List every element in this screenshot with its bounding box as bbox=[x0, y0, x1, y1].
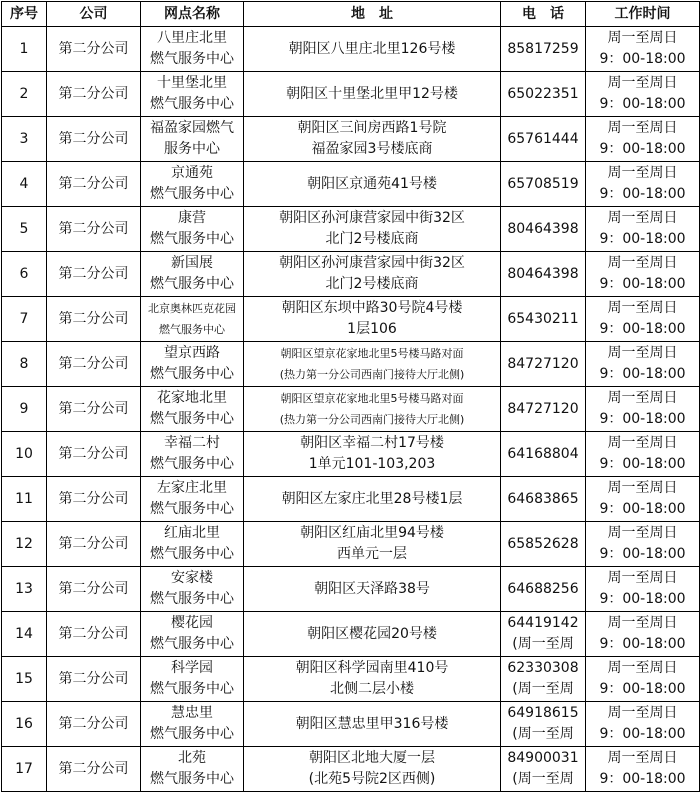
service-center-table bbox=[1, 1, 700, 792]
address-cell-line: 朝阳区北地大厦一层 bbox=[309, 750, 435, 766]
service-center-name-line: 燃气服务中心 bbox=[159, 323, 225, 336]
service-center-name-line: 福盈家园燃气 bbox=[150, 120, 234, 136]
address-cell-line: 西单元一层 bbox=[337, 546, 407, 562]
address-cell-line: (热力第一分公司西南门接待大厅北侧) bbox=[279, 368, 465, 381]
phone-cell bbox=[501, 117, 586, 162]
service-center-name bbox=[141, 567, 244, 612]
address-cell-line: 朝阳区科学园南里410号 bbox=[295, 660, 449, 676]
hours-cell bbox=[586, 567, 700, 612]
company-cell: 第二分公司 bbox=[47, 342, 141, 387]
address-cell bbox=[244, 387, 501, 432]
service-center-name-line: 燃气服务中心 bbox=[150, 276, 234, 292]
address-cell-line: 朝阳区樱花园20号楼 bbox=[307, 625, 437, 642]
phone-cell bbox=[501, 297, 586, 342]
company-cell: 第二分公司 bbox=[47, 432, 141, 477]
address-cell-line: 朝阳区左家庄北里28号楼1层 bbox=[281, 490, 463, 507]
header-hours: 工作时间 bbox=[586, 2, 700, 27]
phone-cell-line: 80464398 bbox=[507, 265, 579, 282]
hours-cell-line: 周一至周日 bbox=[607, 255, 678, 271]
row-number: 10 bbox=[2, 432, 47, 477]
hours-cell-line: 周一至周日 bbox=[607, 570, 678, 586]
address-cell-line: (热力第一分公司西南门接待大厅北侧) bbox=[279, 413, 465, 426]
phone-cell bbox=[501, 657, 586, 702]
phone-cell-line: 64419142 bbox=[507, 615, 579, 631]
row-number: 4 bbox=[2, 162, 47, 207]
table-row bbox=[2, 747, 700, 792]
service-center-name-line: 北京奥林匹克花园 bbox=[148, 302, 236, 315]
hours-cell-line: 9：00-18:00 bbox=[599, 321, 686, 337]
service-center-name-line: 十里堡北里 bbox=[157, 75, 227, 91]
phone-cell-line: (周一至周 bbox=[512, 771, 574, 787]
phone-cell bbox=[501, 567, 586, 612]
hours-cell-line: 9：00-18:00 bbox=[599, 186, 686, 202]
hours-cell-line: 9：00-18:00 bbox=[599, 726, 686, 742]
phone-cell-line: 65761444 bbox=[507, 130, 579, 147]
service-center-name bbox=[141, 72, 244, 117]
phone-cell-line: 64918615 bbox=[507, 705, 579, 721]
service-center-name-line: 樱花园 bbox=[171, 615, 213, 631]
table-row bbox=[2, 702, 700, 747]
service-center-name bbox=[141, 522, 244, 567]
hours-cell-line: 9：00-18:00 bbox=[599, 771, 686, 787]
table-row bbox=[2, 612, 700, 657]
row-number: 3 bbox=[2, 117, 47, 162]
company-cell: 第二分公司 bbox=[47, 702, 141, 747]
hours-cell bbox=[586, 387, 700, 432]
phone-cell-line: 62330308 bbox=[507, 660, 579, 676]
hours-cell-line: 9：00-18:00 bbox=[599, 411, 686, 427]
address-cell bbox=[244, 162, 501, 207]
service-center-name bbox=[141, 432, 244, 477]
address-cell-line: 北门2号楼底商 bbox=[325, 231, 419, 247]
address-cell bbox=[244, 657, 501, 702]
phone-cell bbox=[501, 72, 586, 117]
company-cell: 第二分公司 bbox=[47, 522, 141, 567]
address-cell bbox=[244, 432, 501, 477]
row-number: 5 bbox=[2, 207, 47, 252]
service-center-name-line: 燃气服务中心 bbox=[150, 591, 234, 607]
service-center-name-line: 花家地北里 bbox=[157, 390, 227, 406]
hours-cell-line: 周一至周日 bbox=[607, 75, 678, 91]
hours-cell-line: 周一至周日 bbox=[607, 165, 678, 181]
table-row bbox=[2, 207, 700, 252]
phone-cell bbox=[501, 207, 586, 252]
header-name: 网点名称 bbox=[141, 2, 244, 27]
hours-cell-line: 周一至周日 bbox=[607, 345, 678, 361]
row-number: 9 bbox=[2, 387, 47, 432]
phone-cell-line: 65022351 bbox=[507, 85, 579, 102]
service-center-name-line: 燃气服务中心 bbox=[150, 726, 234, 742]
service-center-name-line: 八里庄北里 bbox=[157, 30, 227, 46]
phone-cell bbox=[501, 252, 586, 297]
service-center-name-line: 左家庄北里 bbox=[157, 480, 227, 496]
service-center-name-line: 京通苑 bbox=[171, 165, 213, 181]
service-center-name bbox=[141, 252, 244, 297]
row-number: 2 bbox=[2, 72, 47, 117]
hours-cell-line: 9：00-18:00 bbox=[599, 456, 686, 472]
service-center-name bbox=[141, 297, 244, 342]
hours-cell bbox=[586, 252, 700, 297]
table-row bbox=[2, 387, 700, 432]
row-number: 17 bbox=[2, 747, 47, 792]
company-cell: 第二分公司 bbox=[47, 297, 141, 342]
company-cell: 第二分公司 bbox=[47, 477, 141, 522]
hours-cell-line: 周一至周日 bbox=[607, 480, 678, 496]
address-cell-line: 1层106 bbox=[347, 321, 397, 337]
service-center-name-line: 慧忠里 bbox=[171, 705, 213, 721]
address-cell-line: 朝阳区三间房西路1号院 bbox=[297, 120, 447, 136]
address-cell bbox=[244, 297, 501, 342]
service-center-name bbox=[141, 657, 244, 702]
hours-cell-line: 周一至周日 bbox=[607, 390, 678, 406]
hours-cell-line: 周一至周日 bbox=[607, 525, 678, 541]
address-cell-line: 朝阳区八里庄北里126号楼 bbox=[288, 40, 456, 57]
phone-cell-line: 64683865 bbox=[507, 490, 579, 507]
service-center-name-line: 科学园 bbox=[171, 660, 213, 676]
table-row bbox=[2, 297, 700, 342]
service-center-name-line: 燃气服务中心 bbox=[150, 411, 234, 427]
company-cell: 第二分公司 bbox=[47, 27, 141, 72]
company-cell: 第二分公司 bbox=[47, 567, 141, 612]
service-center-name-line: 燃气服务中心 bbox=[150, 456, 234, 472]
hours-cell-line: 周一至周日 bbox=[607, 30, 678, 46]
hours-cell-line: 9：00-18:00 bbox=[599, 141, 686, 157]
row-number: 12 bbox=[2, 522, 47, 567]
table-row bbox=[2, 72, 700, 117]
hours-cell-line: 9：00-18:00 bbox=[599, 366, 686, 382]
address-cell-line: 朝阳区望京花家地北里5号楼马路对面 bbox=[280, 347, 464, 360]
service-center-name-line: 燃气服务中心 bbox=[150, 636, 234, 652]
service-center-name bbox=[141, 207, 244, 252]
address-cell-line: (北苑5号院2区西侧) bbox=[308, 771, 436, 787]
hours-cell-line: 周一至周日 bbox=[607, 435, 678, 451]
table-row bbox=[2, 477, 700, 522]
row-number: 8 bbox=[2, 342, 47, 387]
table-row bbox=[2, 27, 700, 72]
service-center-name-line: 燃气服务中心 bbox=[150, 366, 234, 382]
address-cell-line: 1单元101-103,203 bbox=[308, 456, 436, 472]
service-center-name-line: 康营 bbox=[178, 210, 206, 226]
company-cell: 第二分公司 bbox=[47, 117, 141, 162]
table-row bbox=[2, 522, 700, 567]
company-cell: 第二分公司 bbox=[47, 252, 141, 297]
header-phone: 电 话 bbox=[501, 2, 586, 27]
address-cell bbox=[244, 567, 501, 612]
hours-cell-line: 周一至周日 bbox=[607, 615, 678, 631]
address-cell bbox=[244, 747, 501, 792]
table-row bbox=[2, 342, 700, 387]
service-center-name-line: 燃气服务中心 bbox=[150, 681, 234, 697]
row-number: 13 bbox=[2, 567, 47, 612]
table-row bbox=[2, 567, 700, 612]
phone-cell-line: 65852628 bbox=[507, 535, 579, 552]
phone-cell bbox=[501, 162, 586, 207]
phone-cell-line: (周一至周 bbox=[512, 636, 574, 652]
service-center-name bbox=[141, 342, 244, 387]
row-number: 14 bbox=[2, 612, 47, 657]
table-row bbox=[2, 432, 700, 477]
hours-cell-line: 9：00-18:00 bbox=[599, 591, 686, 607]
service-center-name bbox=[141, 702, 244, 747]
phone-cell bbox=[501, 387, 586, 432]
phone-cell-line: 80464398 bbox=[507, 220, 579, 237]
address-cell-line: 朝阳区望京花家地北里5号楼马路对面 bbox=[280, 392, 464, 405]
service-center-name bbox=[141, 747, 244, 792]
phone-cell bbox=[501, 27, 586, 72]
hours-cell bbox=[586, 657, 700, 702]
phone-cell bbox=[501, 342, 586, 387]
phone-cell-line: 65430211 bbox=[507, 310, 579, 327]
service-center-name-line: 望京西路 bbox=[164, 345, 220, 361]
hours-cell-line: 周一至周日 bbox=[607, 660, 678, 676]
address-cell-line: 朝阳区天泽路38号 bbox=[314, 580, 430, 597]
address-cell-line: 福盈家园3号楼底商 bbox=[311, 141, 433, 157]
table-row bbox=[2, 657, 700, 702]
hours-cell bbox=[586, 117, 700, 162]
hours-cell bbox=[586, 522, 700, 567]
table-row bbox=[2, 162, 700, 207]
company-cell: 第二分公司 bbox=[47, 657, 141, 702]
address-cell bbox=[244, 27, 501, 72]
row-number: 15 bbox=[2, 657, 47, 702]
address-cell-line: 北门2号楼底商 bbox=[325, 276, 419, 292]
hours-cell bbox=[586, 432, 700, 477]
row-number: 1 bbox=[2, 27, 47, 72]
phone-cell bbox=[501, 477, 586, 522]
hours-cell-line: 9：00-18:00 bbox=[599, 501, 686, 517]
row-number: 6 bbox=[2, 252, 47, 297]
phone-cell-line: 85817259 bbox=[507, 40, 579, 57]
service-center-name-line: 燃气服务中心 bbox=[150, 186, 234, 202]
table-row bbox=[2, 117, 700, 162]
hours-cell bbox=[586, 612, 700, 657]
phone-cell-line: (周一至周 bbox=[512, 681, 574, 697]
service-center-name bbox=[141, 612, 244, 657]
company-cell: 第二分公司 bbox=[47, 207, 141, 252]
address-cell-line: 朝阳区孙河康营家园中街32区 bbox=[279, 210, 465, 226]
service-center-name bbox=[141, 27, 244, 72]
company-cell: 第二分公司 bbox=[47, 387, 141, 432]
hours-cell bbox=[586, 342, 700, 387]
company-cell: 第二分公司 bbox=[47, 747, 141, 792]
row-number: 11 bbox=[2, 477, 47, 522]
service-center-name bbox=[141, 387, 244, 432]
address-cell bbox=[244, 522, 501, 567]
hours-cell-line: 周一至周日 bbox=[607, 210, 678, 226]
hours-cell-line: 9：00-18:00 bbox=[599, 546, 686, 562]
hours-cell-line: 9：00-18:00 bbox=[599, 96, 686, 112]
address-cell-line: 朝阳区孙河康营家园中街32区 bbox=[279, 255, 465, 271]
hours-cell-line: 周一至周日 bbox=[607, 750, 678, 766]
service-center-name-line: 红庙北里 bbox=[164, 525, 220, 541]
address-cell bbox=[244, 342, 501, 387]
service-center-name-line: 燃气服务中心 bbox=[150, 96, 234, 112]
hours-cell-line: 周一至周日 bbox=[607, 705, 678, 721]
address-cell-line: 朝阳区幸福二村17号楼 bbox=[300, 435, 444, 451]
service-center-name-line: 幸福二村 bbox=[164, 435, 220, 451]
service-center-name bbox=[141, 117, 244, 162]
hours-cell bbox=[586, 27, 700, 72]
service-center-name-line: 燃气服务中心 bbox=[150, 546, 234, 562]
hours-cell bbox=[586, 477, 700, 522]
hours-cell-line: 9：00-18:00 bbox=[599, 276, 686, 292]
hours-cell bbox=[586, 72, 700, 117]
hours-cell bbox=[586, 702, 700, 747]
table-header-row bbox=[2, 2, 700, 27]
address-cell-line: 朝阳区京通苑41号楼 bbox=[307, 175, 437, 192]
service-center-name bbox=[141, 477, 244, 522]
hours-cell-line: 周一至周日 bbox=[607, 120, 678, 136]
service-center-name-line: 安家楼 bbox=[171, 570, 213, 586]
service-center-name-line: 新国展 bbox=[171, 255, 213, 271]
hours-cell bbox=[586, 297, 700, 342]
phone-cell bbox=[501, 747, 586, 792]
address-cell-line: 朝阳区东坝中路30号院4号楼 bbox=[281, 300, 463, 316]
phone-cell bbox=[501, 432, 586, 477]
service-center-name-line: 服务中心 bbox=[164, 141, 220, 157]
phone-cell-line: 64688256 bbox=[507, 580, 579, 597]
phone-cell bbox=[501, 612, 586, 657]
hours-cell bbox=[586, 207, 700, 252]
table-row bbox=[2, 252, 700, 297]
row-number: 16 bbox=[2, 702, 47, 747]
hours-cell-line: 9：00-18:00 bbox=[599, 681, 686, 697]
phone-cell-line: (周一至周 bbox=[512, 726, 574, 742]
service-center-name-line: 燃气服务中心 bbox=[150, 51, 234, 67]
phone-cell-line: 65708519 bbox=[507, 175, 579, 192]
service-center-name-line: 北苑 bbox=[178, 750, 206, 766]
hours-cell-line: 9：00-18:00 bbox=[599, 51, 686, 67]
address-cell-line: 北侧二层小楼 bbox=[330, 681, 414, 697]
address-cell bbox=[244, 117, 501, 162]
company-cell: 第二分公司 bbox=[47, 72, 141, 117]
header-address: 地 址 bbox=[244, 2, 501, 27]
service-center-name-line: 燃气服务中心 bbox=[150, 501, 234, 517]
hours-cell bbox=[586, 162, 700, 207]
service-center-name-line: 燃气服务中心 bbox=[150, 771, 234, 787]
hours-cell-line: 9：00-18:00 bbox=[599, 231, 686, 247]
phone-cell-line: 84727120 bbox=[507, 355, 579, 372]
address-cell-line: 朝阳区红庙北里94号楼 bbox=[300, 525, 444, 541]
header-company: 公司 bbox=[47, 2, 141, 27]
address-cell bbox=[244, 477, 501, 522]
address-cell bbox=[244, 612, 501, 657]
phone-cell bbox=[501, 522, 586, 567]
address-cell bbox=[244, 252, 501, 297]
hours-cell-line: 周一至周日 bbox=[607, 300, 678, 316]
service-center-name-line: 燃气服务中心 bbox=[150, 231, 234, 247]
phone-cell bbox=[501, 702, 586, 747]
company-cell: 第二分公司 bbox=[47, 162, 141, 207]
address-cell bbox=[244, 72, 501, 117]
header-no: 序号 bbox=[2, 2, 47, 27]
address-cell-line: 朝阳区慧忠里甲316号楼 bbox=[295, 715, 449, 732]
hours-cell-line: 9：00-18:00 bbox=[599, 636, 686, 652]
service-center-name bbox=[141, 162, 244, 207]
company-cell: 第二分公司 bbox=[47, 612, 141, 657]
phone-cell-line: 84727120 bbox=[507, 400, 579, 417]
row-number: 7 bbox=[2, 297, 47, 342]
hours-cell bbox=[586, 747, 700, 792]
address-cell-line: 朝阳区十里堡北里甲12号楼 bbox=[286, 85, 458, 102]
phone-cell-line: 64168804 bbox=[507, 445, 579, 462]
phone-cell-line: 84900031 bbox=[507, 750, 579, 766]
address-cell bbox=[244, 207, 501, 252]
address-cell bbox=[244, 702, 501, 747]
